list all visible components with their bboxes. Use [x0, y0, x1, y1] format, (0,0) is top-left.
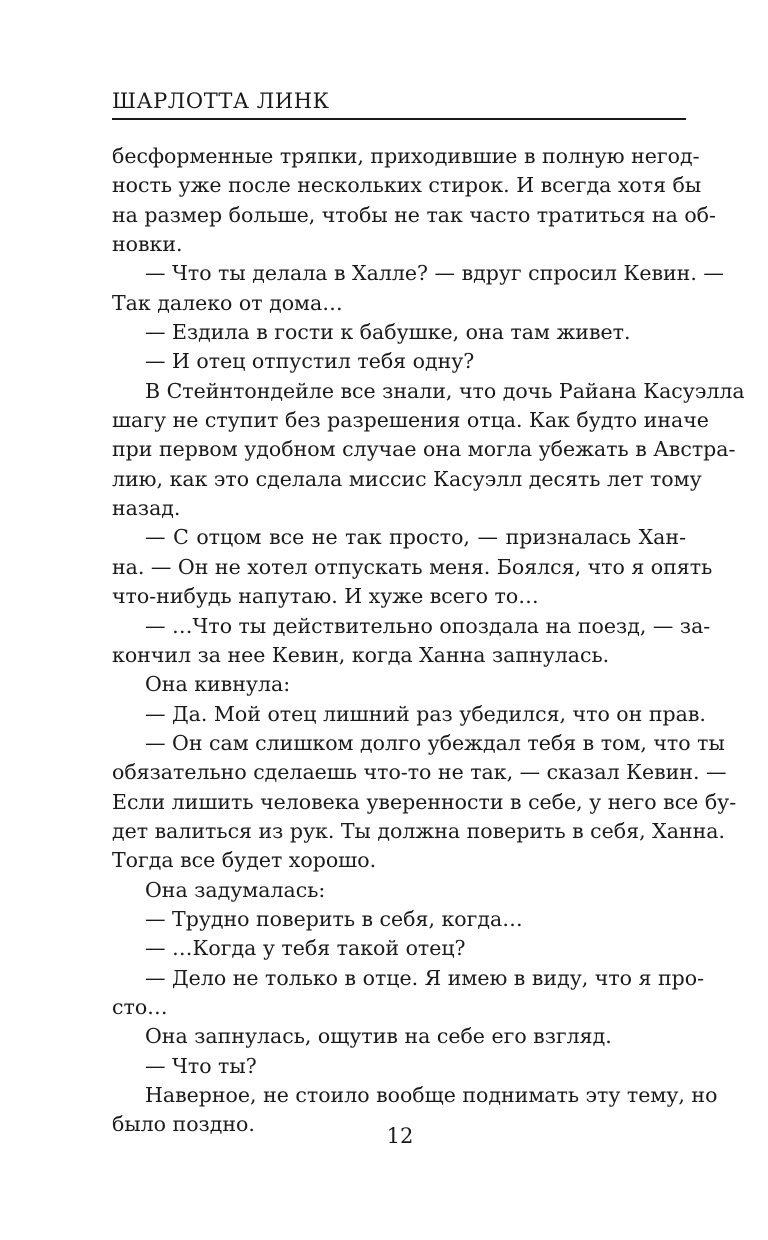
text-line: — Дело не только в отце. Я имею в виду, что я про-: [145, 965, 705, 990]
text-line: — С отцом все не так просто, — призналась Хан-: [145, 525, 686, 550]
text-line: что-нибудь напутаю. И хуже всего то…: [112, 584, 539, 609]
text-line: кончил за нее Кевин, когда Ханна запнулась.: [112, 642, 610, 667]
text-line: — Что ты?: [145, 1053, 257, 1078]
text-line: — И отец отпустил тебя одну?: [145, 349, 475, 374]
page-body-text: [112, 142, 745, 1140]
text-line: — …Что ты действительно опоздала на поезд, — за-: [145, 613, 711, 638]
text-line: обязательно сделаешь что-то не так, — сказал Кевин. —: [112, 760, 727, 785]
text-line: В Стейнтондейле все знали, что дочь Райана Касуэлла: [145, 378, 745, 403]
text-line: шагу не ступит без разрешения отца. Как будто иначе: [112, 408, 709, 433]
text-line: на размер больше, чтобы не так часто тратиться на об-: [112, 202, 716, 227]
text-line: Она задумалась:: [145, 877, 326, 902]
text-line: дет валиться из рук. Ты должна поверить в себя, Ханна.: [112, 818, 725, 843]
text-line: при первом удобном случае она могла убежать в Австра-: [112, 437, 736, 462]
text-line: бесформенные тряпки, приходившие в полную негод-: [112, 144, 700, 168]
text-line: — …Когда у тебя такой отец?: [145, 936, 466, 961]
text-line: назад.: [112, 496, 181, 521]
text-line: — Трудно поверить в себя, когда…: [145, 906, 523, 931]
text-line: сто…: [112, 994, 168, 1019]
text-line: — Да. Мой отец лишний раз убедился, что он прав.: [145, 701, 706, 726]
text-line: на. — Он не хотел отпускать меня. Боялся, что я опять: [112, 554, 713, 579]
running-header: [112, 88, 686, 120]
text-line: Она кивнула:: [145, 672, 291, 697]
text-line: — Он сам слишком долго убеждал тебя в том, что ты: [145, 730, 725, 755]
text-line: было поздно.: [112, 1112, 255, 1137]
text-line: лию, как это сделала миссис Касуэлл десять лет тому: [112, 466, 702, 491]
text-line: — Ездила в гости к бабушке, она там живет.: [145, 320, 631, 345]
text-line: Она запнулась, ощутив на себе его взгляд.: [145, 1024, 612, 1049]
text-line: Наверное, не стоило вообще поднимать эту тему, но: [145, 1083, 718, 1107]
text-line: Если лишить человека уверенности в себе, у него все бу-: [112, 789, 737, 814]
text-line: Так далеко от дома…: [112, 290, 343, 315]
text-line: Тогда все будет хорошо.: [112, 848, 377, 873]
page-number: 12: [386, 1124, 414, 1148]
text-line: — Что ты делала в Халле? — вдруг спросил Кевин. —: [145, 261, 724, 286]
text-line: ность уже после нескольких стирок. И всегда хотя бы: [112, 173, 702, 198]
text-line: новки.: [112, 232, 183, 257]
author-name-header: ШАРЛОТТА ЛИНК: [112, 89, 330, 113]
